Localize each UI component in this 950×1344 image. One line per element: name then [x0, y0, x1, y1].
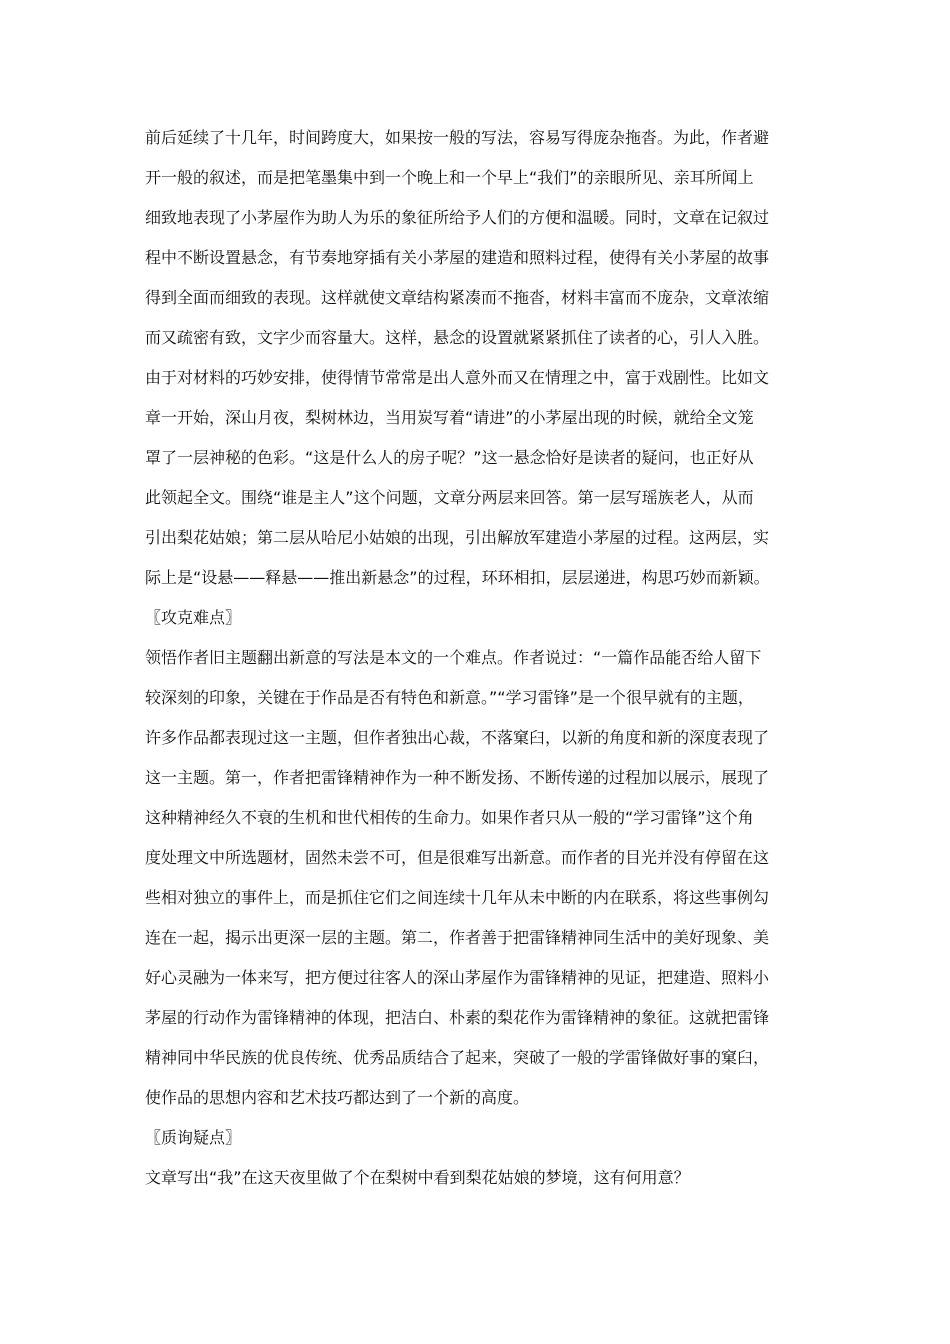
text-line: 由于对材料的巧妙安排，使得情节常常是出人意外而又在情理之中，富于戏剧性。比如文	[145, 368, 770, 387]
text-line: 较深刻的印象，关键在于作品是否有特色和新意。”“学习雷锋”是一个很早就有的主题，	[145, 688, 754, 707]
text-line: 使作品的思想内容和艺术技巧都达到了一个新的高度。	[145, 1088, 530, 1107]
text-line: 得到全面而细致的表现。这样就使文章结构紧凑而不拖沓，材料丰富而不庞杂，文章浓缩	[145, 288, 770, 307]
text-line: 许多作品都表现过这一主题，但作者独出心裁，不落窠臼，以新的角度和新的深度表现了	[145, 728, 770, 747]
text-line: 程中不断设置悬念，有节奏地穿插有关小茅屋的建造和照料过程，使得有关小茅屋的故事	[145, 248, 770, 267]
section-heading-difficulty: 〖攻克难点〗	[145, 608, 242, 627]
text-line: 领悟作者旧主题翻出新意的写法是本文的一个难点。作者说过：“一篇作品能否给人留下	[145, 648, 762, 667]
paragraph-suspense	[145, 358, 825, 598]
text-line: 开一般的叙述，而是把笔墨集中到一个晚上和一个早上“我们”的亲眼所见、亲耳所闻上	[145, 168, 754, 187]
text-line: 这一主题。第一，作者把雷锋精神作为一种不断发扬、不断传递的过程加以展示，展现了	[145, 768, 770, 787]
text-line: 细致地表现了小茅屋作为助人为乐的象征所给予人们的方便和温暖。同时，文章在记叙过	[145, 208, 770, 227]
text-line: 前后延续了十几年，时间跨度大，如果按一般的写法，容易写得庞杂拖沓。为此，作者避	[145, 128, 770, 147]
text-line: 好心灵融为一体来写，把方便过往客人的深山茅屋作为雷锋精神的见证，把建造、照料小	[145, 968, 770, 987]
paragraph-dream-question	[145, 1158, 825, 1198]
document-body	[145, 118, 825, 1198]
text-line: 些相对独立的事件上，而是抓住它们之间连续十几年从未中断的内在联系，将这些事例勾	[145, 888, 770, 907]
section-heading-question: 〖质询疑点〗	[145, 1128, 242, 1147]
text-line: 而又疏密有致，文字少而容量大。这样，悬念的设置就紧紧抓住了读者的心，引人入胜。	[145, 328, 770, 347]
text-line: 罩了一层神秘的色彩。“这是什么人的房子呢？”这一悬念恰好是读者的疑问，也正好从	[145, 448, 754, 467]
paragraph-time-span	[145, 118, 825, 358]
text-line: 茅屋的行动作为雷锋精神的体现，把洁白、朴素的梨花作为雷锋精神的象征。这就把雷锋	[145, 1008, 770, 1027]
text-line: 际上是“设悬——释悬——推出新悬念”的过程，环环相扣，层层递进，构思巧妙而新颖。	[145, 568, 770, 587]
text-line: 这种精神经久不衰的生机和世代相传的生命力。如果作者只从一般的“学习雷锋”这个角	[145, 808, 754, 827]
text-line: 连在一起，揭示出更深一层的主题。第二，作者善于把雷锋精神同生活中的美好现象、美	[145, 928, 770, 947]
paragraph-new-theme	[145, 638, 825, 1118]
text-line: 章一开始，深山月夜，梨树林边，当用炭写着“请进”的小茅屋出现的时候，就给全文笼	[145, 408, 754, 427]
text-line: 引出梨花姑娘；第二层从哈尼小姑娘的出现，引出解放军建造小茅屋的过程。这两层，实	[145, 528, 770, 547]
text-line: 精神同中华民族的优良传统、优秀品质结合了起来，突破了一般的学雷锋做好事的窠臼，	[145, 1048, 770, 1067]
text-line: 度处理文中所选题材，固然未尝不可，但是很难写出新意。而作者的目光并没有停留在这	[145, 848, 770, 867]
text-line: 此领起全文。围绕“谁是主人”这个问题，文章分两层来回答。第一层写瑶族老人，从而	[145, 488, 754, 507]
text-line: 文章写出“我”在这天夜里做了个在梨树中看到梨花姑娘的梦境，这有何用意？	[145, 1168, 690, 1187]
